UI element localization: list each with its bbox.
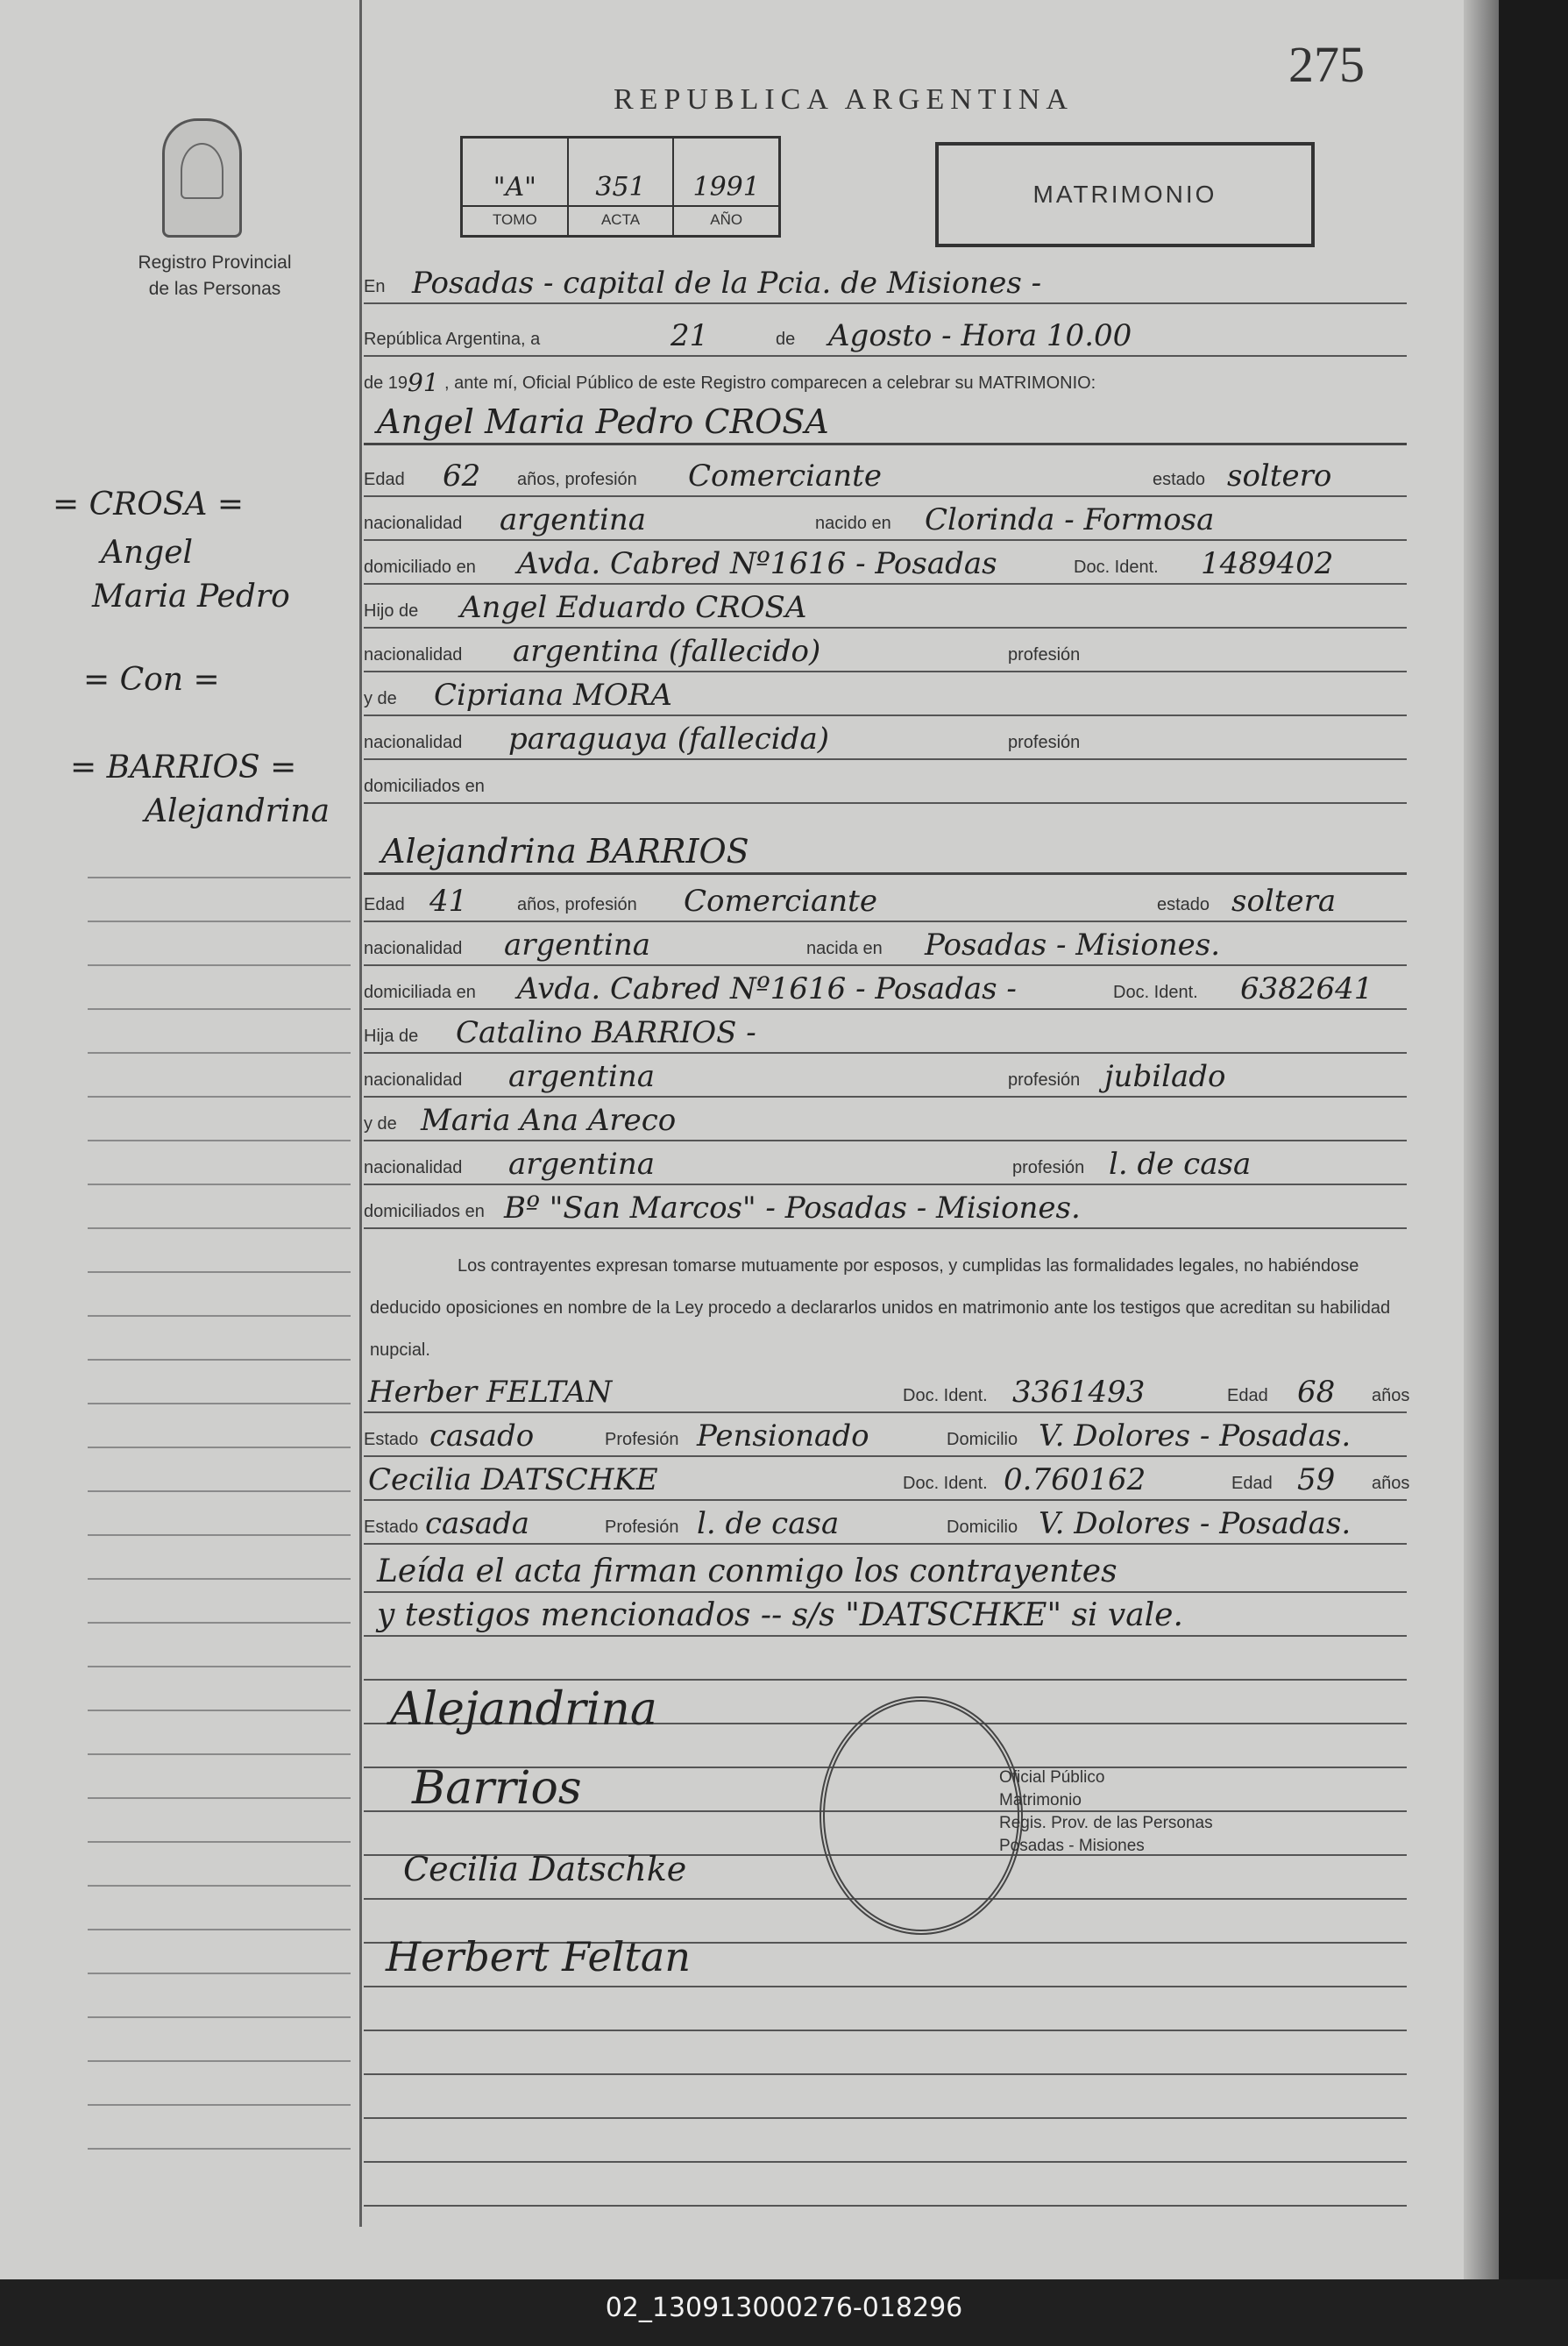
groom-name-line — [364, 399, 1407, 445]
bride-estado-label: estado — [1157, 895, 1210, 914]
blank-line — [364, 2117, 1407, 2163]
registry-line-2: de las Personas — [148, 279, 281, 299]
margin-rule-line — [88, 1403, 351, 1404]
margin-surname-bride: = BARRIOS = — [70, 750, 297, 786]
bride-mother-prof-label: profesión — [1012, 1158, 1085, 1177]
witness1-doc: 3361493 — [1012, 1375, 1146, 1410]
bride-mother-line — [364, 1096, 1407, 1141]
stamp-line-1: Oficial Público — [999, 1768, 1105, 1787]
margin-rule — [359, 0, 362, 2227]
groom-estado-label: estado — [1153, 470, 1206, 489]
margin-rule-line — [88, 1622, 351, 1624]
margin-given-name-2: Maria Pedro — [92, 579, 290, 615]
bride-mother: Maria Ana Areco — [421, 1103, 677, 1138]
intro-line-1 — [364, 259, 1407, 304]
margin-rule-line — [88, 2060, 351, 2062]
blank-line — [364, 2161, 1407, 2207]
witness2-domicile: V. Dolores - Posadas. — [1039, 1506, 1352, 1541]
closing-text-2: y testigos mencionados -- s/s "DATSCHKE" si vale. — [377, 1597, 1183, 1633]
margin-rule-line — [88, 1753, 351, 1755]
bride-father-nat-label: nacionalidad — [364, 1070, 463, 1090]
bride-profession: Comerciante — [684, 884, 877, 919]
bride-mother-label: y de — [364, 1114, 397, 1134]
margin-rule-line — [88, 1490, 351, 1492]
place-value: Posadas - capital de la Pcia. de Misiones - — [412, 266, 1042, 301]
blank-line — [364, 2030, 1407, 2075]
margin-rule-line — [88, 1140, 351, 1141]
witness2-age: 59 — [1297, 1462, 1336, 1497]
margin-rule-line — [88, 2016, 351, 2018]
margin-rule-line — [88, 1841, 351, 1843]
witness2-estado: casada — [425, 1506, 530, 1541]
bride-nationality: argentina — [504, 928, 651, 963]
margin-rule-line — [88, 1885, 351, 1887]
bride-mother-prof: l. de casa — [1109, 1147, 1252, 1182]
witness1-domicile: V. Dolores - Posadas. — [1039, 1418, 1352, 1454]
tomo-value: "A" — [493, 172, 536, 203]
bride-age-label: Edad — [364, 895, 405, 914]
groom-age-label: Edad — [364, 470, 405, 489]
margin-rule-line — [88, 1929, 351, 1930]
witness1-profession: Pensionado — [697, 1418, 869, 1454]
bride-dom-label: domiciliada en — [364, 983, 476, 1002]
margin-rule-line — [88, 921, 351, 922]
bride-born: Posadas - Misiones. — [925, 928, 1221, 963]
stamp-line-4: Posadas - Misiones — [999, 1837, 1145, 1855]
groom-prof-label: años, profesión — [517, 470, 637, 489]
witness2-line — [364, 1455, 1410, 1501]
bride-dom-line — [364, 964, 1407, 1010]
groom-parents-dom-label: domiciliados en — [364, 777, 485, 796]
margin-given-name-1: Angel — [101, 535, 194, 571]
groom-nat-line — [364, 495, 1407, 541]
margin-rule-line — [88, 877, 351, 878]
witness1-name: Herber FELTAN — [368, 1375, 613, 1410]
groom-father-line — [364, 583, 1407, 629]
acta-cell — [569, 139, 675, 235]
official-seal-icon — [819, 1696, 1023, 1935]
acta-label: ACTA — [569, 205, 673, 233]
witness2-prof-label: Profesión — [605, 1518, 679, 1537]
groom-parents-dom-line — [364, 758, 1407, 804]
bride-domicile: Avda. Cabred Nº1616 - Posadas - — [517, 971, 1017, 1006]
groom-mother-nat: paraguaya (fallecida) — [508, 722, 829, 757]
bride-father-nat: argentina — [508, 1059, 656, 1094]
bride-father: Catalino BARRIOS - — [456, 1015, 756, 1050]
bride-doc-label: Doc. Ident. — [1113, 983, 1198, 1002]
witness2-doc-label: Doc. Ident. — [903, 1474, 988, 1493]
witness2-name: Cecilia DATSCHKE — [368, 1462, 658, 1497]
margin-rule-line — [88, 1666, 351, 1667]
closing-line-1 — [364, 1547, 1407, 1593]
groom-estado: soltero — [1227, 459, 1332, 494]
margin-rule-line — [88, 1184, 351, 1185]
closing-line-2 — [364, 1591, 1407, 1637]
bride-nat-line — [364, 921, 1407, 966]
margin-rule-line — [88, 1797, 351, 1799]
witness1-age-label: Edad — [1227, 1386, 1268, 1405]
intro-line-3 — [364, 355, 1407, 399]
groom-father-nat: argentina (fallecido) — [513, 634, 821, 669]
tomo-cell — [463, 139, 569, 235]
registry-line-1: Registro Provincial — [138, 252, 292, 273]
bride-name: Alejandrina BARRIOS — [381, 832, 749, 871]
groom-dom-line — [364, 539, 1407, 585]
en-label: En — [364, 277, 386, 296]
bride-father-prof-label: profesión — [1008, 1070, 1081, 1090]
signature-witness-2: Cecilia Datschke — [403, 1850, 687, 1888]
tomo-label: TOMO — [463, 205, 567, 233]
groom-name: Angel Maria Pedro CROSA — [377, 402, 829, 441]
blank-line — [364, 1635, 1407, 1681]
witness2-profession: l. de casa — [697, 1506, 840, 1541]
year-cell — [674, 139, 778, 235]
witness1-line — [364, 1368, 1410, 1413]
bride-prof-label: años, profesión — [517, 895, 637, 914]
officer-stamp — [999, 1767, 1213, 1858]
page-edge-shadow — [1464, 0, 1499, 2279]
bride-estado: soltera — [1231, 884, 1337, 919]
groom-father-prof-label: profesión — [1008, 645, 1081, 665]
groom-age-line — [364, 451, 1407, 497]
witness1-detail-line — [364, 1411, 1407, 1457]
margin-rule-line — [88, 1973, 351, 1974]
margin-rule-line — [88, 1096, 351, 1098]
blank-line — [364, 1986, 1407, 2031]
registry-name — [105, 250, 324, 302]
intro-line-2 — [364, 311, 1407, 357]
groom-mother-label: y de — [364, 689, 397, 708]
margin-rule-line — [88, 1008, 351, 1010]
acta-value: 351 — [595, 172, 646, 203]
bride-father-prof: jubilado — [1104, 1059, 1226, 1094]
witness1-prof-label: Profesión — [605, 1430, 679, 1449]
bride-parents-dom-label: domiciliados en — [364, 1202, 485, 1221]
groom-father-nat-line — [364, 627, 1407, 672]
statement-label: , ante mí, Oficial Público de este Registro comparecen a celebrar su MATRIMONIO: — [444, 373, 1096, 393]
groom-profession: Comerciante — [688, 459, 882, 494]
bride-parents-dom-line — [364, 1184, 1407, 1229]
groom-mother-nat-label: nacionalidad — [364, 733, 463, 752]
margin-rule-line — [88, 1534, 351, 1536]
bride-age: 41 — [429, 884, 468, 919]
witness1-doc-label: Doc. Ident. — [903, 1386, 988, 1405]
witness2-age-label: Edad — [1231, 1474, 1273, 1493]
document-type-box: MATRIMONIO — [935, 142, 1315, 247]
margin-given-name-bride: Alejandrina — [145, 793, 330, 829]
de-label: de — [776, 330, 796, 349]
margin-rule-line — [88, 1447, 351, 1448]
scan-image-code: 02_130913000276-018296 — [605, 2293, 963, 2323]
margin-rule-line — [88, 1315, 351, 1317]
republic-label: República Argentina, a — [364, 330, 541, 349]
margin-surname-groom: = CROSA = — [53, 487, 245, 523]
groom-mother-prof-label: profesión — [1008, 733, 1081, 752]
groom-father: Angel Eduardo CROSA — [460, 590, 807, 625]
groom-father-nat-label: nacionalidad — [364, 645, 463, 665]
margin-rule-line — [88, 1052, 351, 1054]
margin-rule-line — [88, 1227, 351, 1229]
groom-nationality: argentina — [500, 502, 647, 537]
witness1-dom-label: Domicilio — [947, 1430, 1018, 1449]
groom-nat-label: nacionalidad — [364, 514, 463, 533]
witness1-estado: casado — [429, 1418, 535, 1454]
witness2-years-label: años — [1372, 1474, 1410, 1493]
bride-parents-dom: Bº "San Marcos" - Posadas - Misiones. — [504, 1191, 1081, 1226]
groom-domicile: Avda. Cabred Nº1616 - Posadas — [517, 546, 997, 581]
groom-mother-line — [364, 671, 1407, 716]
groom-mother-nat-line — [364, 714, 1407, 760]
groom-born: Clorinda - Formosa — [925, 502, 1215, 537]
witness2-dom-label: Domicilio — [947, 1518, 1018, 1537]
bride-age-line — [364, 877, 1407, 922]
margin-rule-line — [88, 2148, 351, 2150]
year-label: AÑO — [674, 205, 778, 233]
declaration-paragraph: Los contrayentes expresan tomarse mutuamente por esposos, y cumplidas las formalidades legales, no habiéndose deducido oposiciones en nombre de la Ley procedo a declararlos unidos en matrimonio ante los testigos que acreditan su habilidad nupcial. — [370, 1256, 1391, 1360]
margin-rule-line — [88, 2104, 351, 2106]
bride-father-label: Hija de — [364, 1027, 419, 1046]
groom-age: 62 — [443, 459, 481, 494]
margin-rule-line — [88, 1710, 351, 1711]
year-prefix: de 19 — [364, 373, 408, 393]
witness1-years-label: años — [1372, 1386, 1410, 1405]
stamp-line-3: Regis. Prov. de las Personas — [999, 1814, 1213, 1832]
groom-born-label: nacido en — [815, 514, 891, 533]
groom-dom-label: domiciliado en — [364, 558, 476, 577]
bride-born-label: nacida en — [806, 939, 883, 958]
signature-bride: Alejandrina — [390, 1683, 657, 1736]
margin-rule-line — [88, 1271, 351, 1273]
year-value: 1991 — [692, 172, 760, 203]
witness2-doc: 0.760162 — [1004, 1462, 1146, 1497]
groom-mother: Cipriana MORA — [434, 678, 672, 713]
witness1-age: 68 — [1297, 1375, 1336, 1410]
month-time-value: Agosto - Hora 10.00 — [828, 318, 1132, 353]
bride-father-line — [364, 1008, 1407, 1054]
witness1-estado-label: Estado — [364, 1430, 419, 1449]
margin-rule-line — [88, 1578, 351, 1580]
coat-of-arms-icon — [162, 118, 242, 238]
bride-mother-nat-label: nacionalidad — [364, 1158, 463, 1177]
day-value: 21 — [670, 318, 709, 353]
groom-doc-label: Doc. Ident. — [1074, 558, 1159, 577]
witness2-detail-line — [364, 1499, 1407, 1545]
signature-bride-surname: Barrios — [412, 1762, 582, 1815]
groom-doc: 1489402 — [1201, 546, 1334, 581]
signature-witness-1: Herbert Feltan — [386, 1933, 691, 1980]
country-header: REPUBLICA ARGENTINA — [614, 83, 1074, 116]
record-id-box — [460, 136, 781, 238]
year-suffix: 91 — [408, 368, 439, 397]
witness2-estado-label: Estado — [364, 1518, 419, 1537]
blank-line — [364, 2073, 1407, 2119]
margin-con: = Con = — [83, 662, 220, 698]
groom-father-label: Hijo de — [364, 601, 419, 621]
bride-mother-nat-line — [364, 1140, 1407, 1185]
page-number: 275 — [1288, 36, 1365, 93]
margin-rule-line — [88, 964, 351, 966]
margin-rule-line — [88, 1359, 351, 1361]
bride-mother-nat: argentina — [508, 1147, 656, 1182]
stamp-line-2: Matrimonio — [999, 1791, 1082, 1809]
bride-father-nat-line — [364, 1052, 1407, 1098]
bride-name-line — [364, 828, 1407, 875]
bride-nat-label: nacionalidad — [364, 939, 463, 958]
closing-text-1: Leída el acta firman conmigo los contrayentes — [377, 1553, 1117, 1589]
bride-doc: 6382641 — [1240, 971, 1373, 1006]
